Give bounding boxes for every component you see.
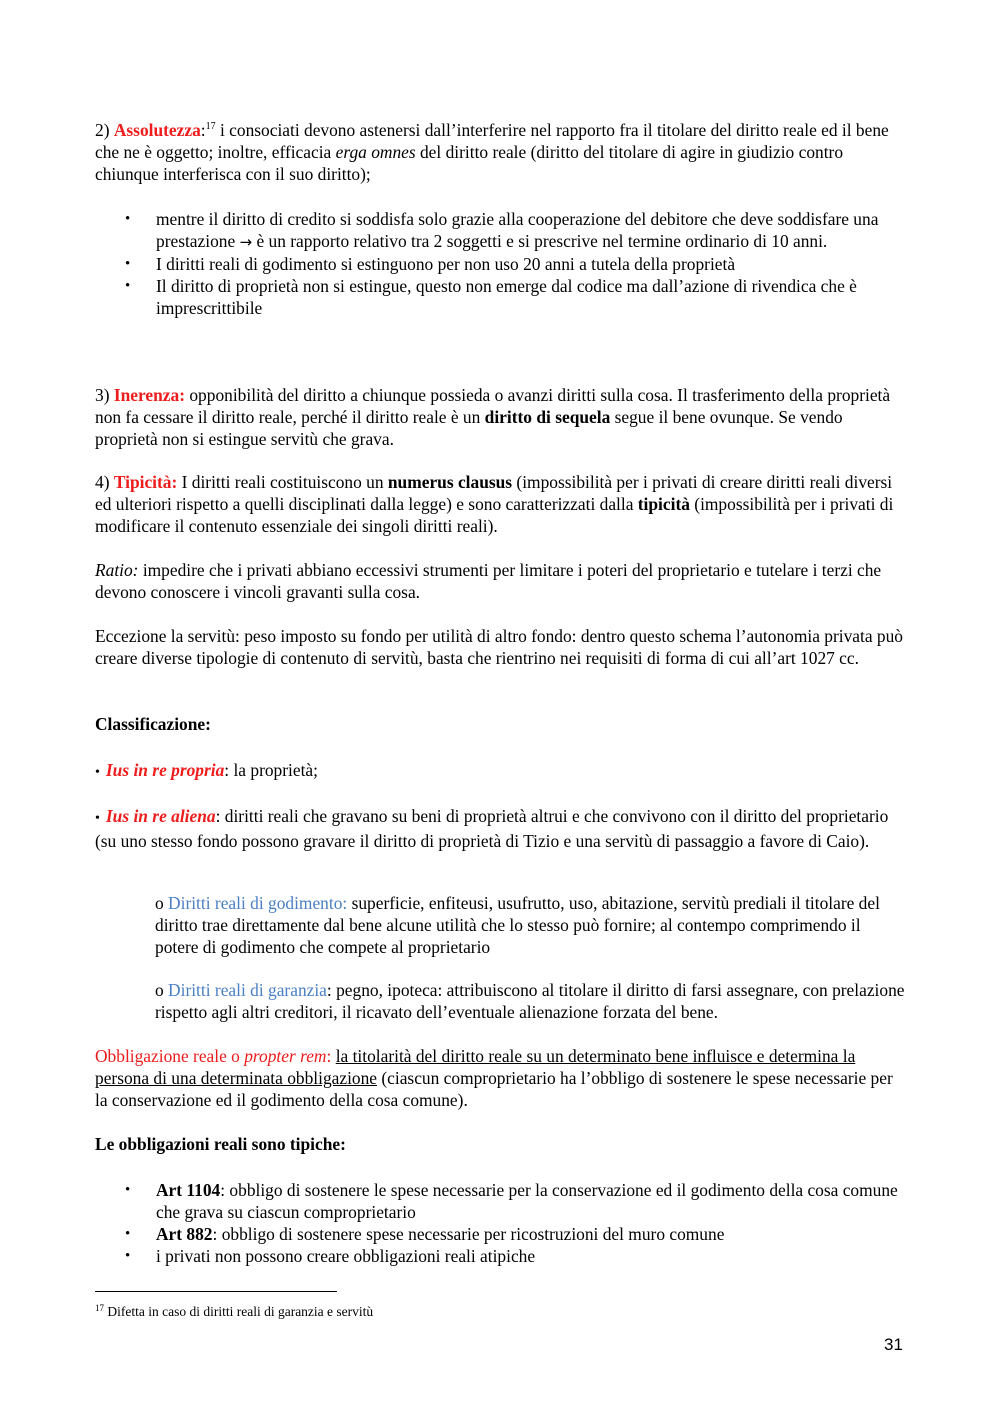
bullet-list-articoli [95, 1179, 907, 1267]
term-ius-in-re-propria: Ius in re propria [105, 760, 225, 780]
bold-term: diritto di sequela [484, 407, 611, 427]
paragraph-text: opponibilità del diritto a chiunque possieda o avanzi diritti sulla cosa. Il trasferimento della proprietà non fa cessare il diritto reale, perché il diritto reale è un [95, 385, 891, 427]
footnote-number: 17 [95, 1303, 104, 1313]
bullet-icon: • [125, 256, 131, 272]
paragraph-ratio [95, 559, 907, 603]
heading-assolutezza: Assolutezza [113, 120, 201, 140]
sub-bullet-icon: o [155, 893, 169, 913]
list-item-text: mentre il diritto di credito si soddisfa solo grazie alla cooperazione del debitore che deve soddisfare una prestazione [156, 209, 879, 251]
paragraph-text: i consociati devono astenersi dall’interferire nel rapporto fra il titolare del diritto reale ed il bene che ne è oggetto; inoltre, efficacia [95, 120, 889, 162]
footnote-separator [95, 1291, 337, 1292]
footnote-ref[interactable]: 17 [205, 121, 216, 132]
list-item-text: i privati non possono creare obbligazioni reali atipiche [156, 1246, 536, 1266]
list-item-text: Il diritto di proprietà non si estingue, questo non emerge dal codice ma dall’azione di rivendica che è imprescrittibile [156, 276, 857, 318]
list-item-text: : obbligo di sostenere le spese necessarie per la conservazione ed il godimento della cosa comune che grava su ciascun comproprietario [156, 1180, 898, 1222]
list-item-text: I diritti reali di godimento si estinguono per non uso 20 anni a tutela della proprietà [156, 254, 736, 274]
paragraph-assolutezza [95, 119, 907, 185]
sub-bullet-icon: o [155, 980, 169, 1000]
term-ius-in-re-aliena: Ius in re aliena [105, 806, 216, 826]
bullet-icon: • [125, 211, 131, 227]
paragraph-tipicita [95, 471, 907, 537]
paragraph-text: (impossibilità per i privati di creare diritti reali diversi ed ulteriori rispetto a quelli disciplinati dalla legge) e sono caratterizzati dalla [95, 472, 893, 514]
term-propter-rem: propter rem [244, 1046, 327, 1066]
list-item [95, 1179, 907, 1223]
underlined-definition: la titolarità del diritto reale su un determinato bene influisce e determina la persona di una determinata obbligazione [95, 1046, 856, 1088]
item-number: 2) [95, 120, 114, 140]
heading-obbligazioni-tipiche: Le obbligazioni reali sono tipiche: [95, 1134, 346, 1154]
footnote [95, 1303, 373, 1321]
paragraph-inerenza [95, 384, 907, 450]
italic-term: erga omnes [335, 142, 416, 162]
term-godimento: Diritti reali di godimento: [168, 893, 348, 913]
paragraph-ius-in-re-propria [95, 759, 907, 784]
list-item [95, 275, 907, 319]
heading-classificazione: Classificazione: [95, 714, 211, 734]
sub-item-garanzia [155, 979, 907, 1023]
list-item [95, 208, 907, 253]
paragraph-eccezione: Eccezione la servitù: peso imposto su fondo per utilità di altro fondo: dentro questo schema l’autonomia privata può creare diverse tipologie di contenuto di servitù, basta che rientrino nei requisiti di forma di cui all’art 1027 cc. [95, 626, 903, 668]
paragraph-text: superficie, enfiteusi, usufrutto, uso, abitazione, servitù prediali il titolare del diritto trae direttamente dal bene alcune utilità che lo stesso può fornire; al contempo comprimendo il potere di godimento che compete al proprietario [155, 893, 880, 957]
paragraph-text: impedire che i privati abbiano eccessivi strumenti per limitare i poteri del proprietario e tutelare i terzi che devono conoscere i vincoli gravanti sulla cosa. [95, 560, 882, 602]
bold-term: tipicità [637, 494, 690, 514]
bold-term: numerus clausus [387, 472, 513, 492]
item-number: 4) [95, 472, 114, 492]
paragraph-text: (impossibilità per i privati di modificare il contenuto essenziale dei singoli diritti reali). [95, 494, 894, 536]
colon: : [200, 120, 206, 140]
paragraph-text: : pegno, ipoteca: attribuiscono al titolare il diritto di farsi assegnare, con prelazione rispetto agli altri creditori, il ricavato dell’eventuale alienazione forzata del bene. [155, 980, 905, 1022]
bullet-icon: • [95, 765, 100, 780]
list-item [95, 1223, 907, 1245]
colon: : [326, 1046, 332, 1066]
paragraph-ius-in-re-aliena [95, 805, 907, 852]
bullet-list-credito [95, 208, 907, 319]
list-item [95, 1245, 907, 1267]
paragraph-text: I diritti reali costituiscono un [177, 472, 388, 492]
ratio-label: Ratio: [95, 560, 139, 580]
sub-item-godimento [155, 892, 907, 958]
term-garanzia: Diritti reali di garanzia [168, 980, 327, 1000]
page-number: 31 [884, 1335, 903, 1354]
bullet-icon: • [125, 1182, 131, 1198]
paragraph-text: : la proprietà; [224, 760, 318, 780]
bullet-icon: • [125, 1226, 131, 1242]
list-item-text: : obbligo di sostenere spese necessarie per ricostruzioni del muro comune [212, 1224, 725, 1244]
paragraph-text: : diritti reali che gravano su beni di proprietà altrui e che convivono con il diritto del proprietario (su uno stesso fondo possono gravare il diritto di proprietà di Tizio e una servitù di passaggio a favore di Caio). [95, 806, 889, 851]
paragraph-obbligazione-reale [95, 1045, 907, 1111]
paragraph-text: del diritto reale (diritto del titolare di agire in giudizio contro chiunque interferisca con il suo diritto); [95, 142, 844, 184]
footnote-text: Difetta in caso di diritti reali di garanzia e servitù [104, 1304, 374, 1319]
item-number: 3) [95, 385, 114, 405]
list-item-text: è un rapporto relativo tra 2 soggetti e si prescrive nel termine ordinario di 10 anni. [252, 231, 828, 251]
bullet-icon: • [125, 1248, 131, 1264]
arrow-right-icon: → [239, 233, 253, 251]
article-ref: Art 882 [156, 1224, 213, 1244]
paragraph-text: segue il bene ovunque. Se vendo proprietà non si estingue servitù che grava. [95, 407, 843, 449]
heading-tipicita: Tipicità: [113, 472, 178, 492]
article-ref: Art 1104 [156, 1180, 221, 1200]
heading-inerenza: Inerenza: [113, 385, 186, 405]
list-item [95, 253, 907, 275]
bullet-icon: • [125, 278, 131, 294]
bullet-icon: • [95, 811, 100, 826]
term-obbligazione-reale: Obbligazione reale o [95, 1046, 245, 1066]
paragraph-text: (ciascun comproprietario ha l’obbligo di sostenere le spese necessarie per la conservazione ed il godimento della cosa comune). [95, 1068, 893, 1110]
